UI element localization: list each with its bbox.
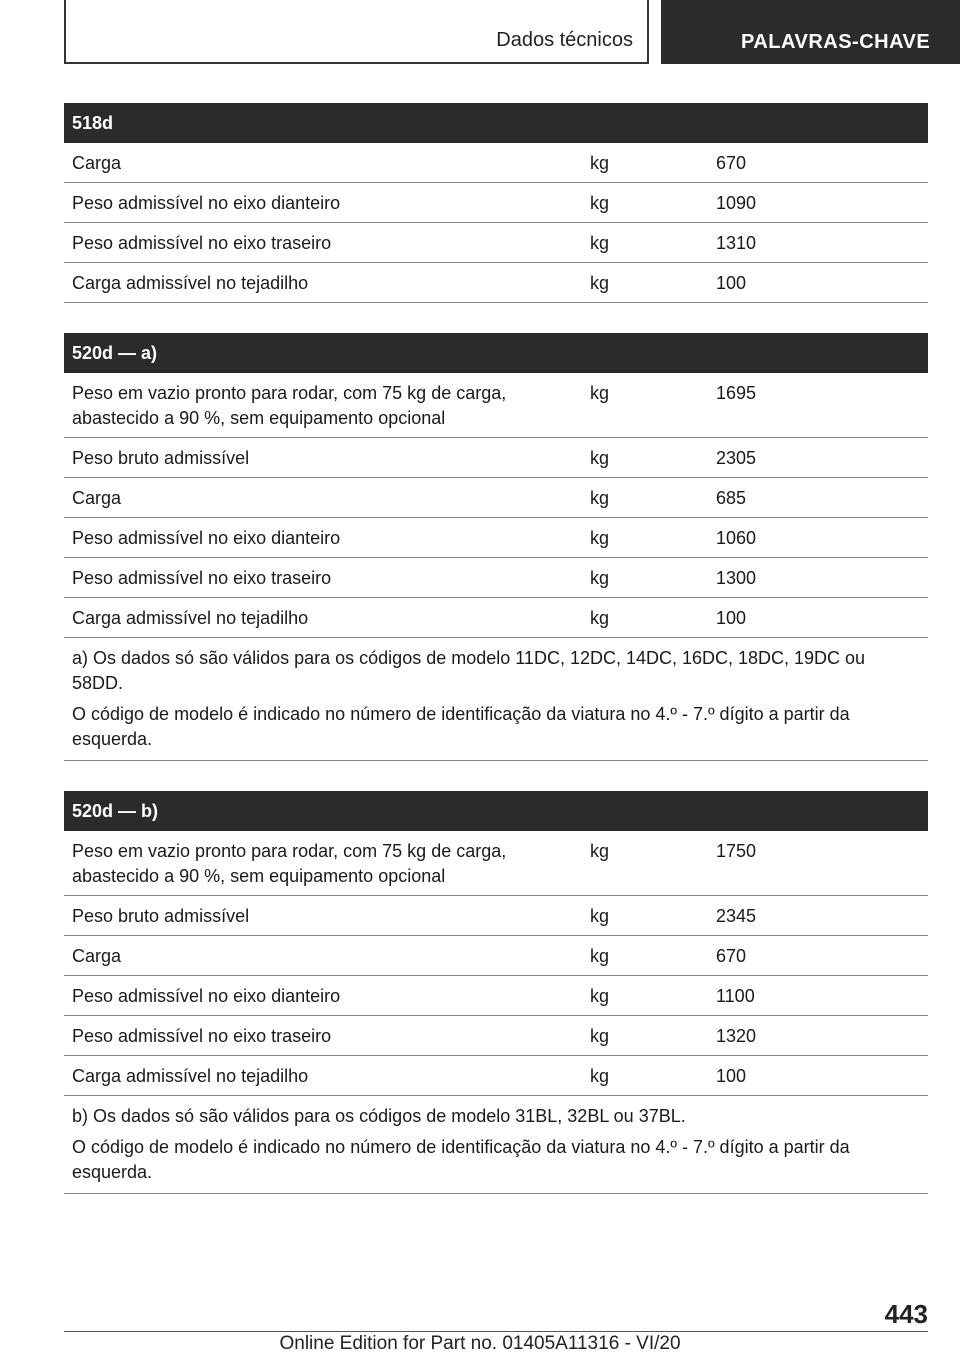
row-unit: kg [590,946,610,966]
row-value: 670 [716,153,747,173]
row-label: Carga admissível no tejadilho [72,1066,309,1086]
row-label: Carga admissível no tejadilho [72,273,309,293]
row-label: Peso admissível no eixo dianteiro [72,193,341,213]
header-keyword-tab[interactable] [661,0,960,64]
table-row [64,558,928,598]
page-number: 443 [884,1299,928,1329]
table-row [64,518,928,558]
row-label: Carga admissível no tejadilho [72,608,309,628]
row-label: Peso admissível no eixo dianteiro [72,528,341,548]
table-row [64,373,928,438]
row-label: Peso admissível no eixo dianteiro [72,986,341,1006]
table-row [64,896,928,936]
row-unit: kg [590,608,610,628]
header-section-tab [64,0,649,64]
row-value: 100 [716,1066,747,1086]
row-unit: kg [590,528,610,548]
spec-table [64,103,928,303]
table-footnotes [64,638,928,761]
row-unit: kg [590,383,610,403]
row-value: 1750 [716,841,757,861]
footer-edition: Online Edition for Part no. 01405A11316 - VI/20 [279,1333,681,1354]
footnote: b) Os dados só são válidos para os códigos de modelo 31BL, 32BL ou 37BL. [72,1106,686,1126]
row-unit: kg [590,153,610,173]
row-label: Peso admissível no eixo traseiro [72,568,332,588]
table-row [64,478,928,518]
table-row [64,1056,928,1096]
row-unit: kg [590,568,610,588]
row-value: 1100 [716,986,755,1006]
row-unit: kg [590,1066,610,1086]
row-value: 685 [716,488,747,508]
spec-table [64,791,928,1194]
row-unit: kg [590,906,610,926]
row-value: 1695 [716,383,757,403]
footnote: O código de modelo é indicado no número de identificação da viatura no 4.º - 7.º dígito a partir da esquerda. [72,704,850,749]
row-label: Peso bruto admissível [72,448,250,468]
row-unit: kg [590,448,610,468]
row-unit: kg [590,986,610,1006]
row-unit: kg [590,1026,610,1046]
table-title: 520d — a) [64,333,928,373]
table-row [64,223,928,263]
table-row [64,831,928,896]
table-row [64,263,928,303]
row-value: 1060 [716,528,757,548]
row-value: 670 [716,946,747,966]
table-row [64,143,928,183]
row-unit: kg [590,193,610,213]
row-value: 100 [716,273,747,293]
row-label: Peso em vazio pronto para rodar, com 75 kg de carga, abastecido a 90 %, sem equipamento opcional [72,383,507,428]
row-label: Carga [72,153,122,173]
table-title: 518d [64,103,928,143]
table-row [64,976,928,1016]
row-unit: kg [590,273,610,293]
table-row [64,936,928,976]
section-title: Dados técnicos [496,29,633,51]
row-unit: kg [590,841,610,861]
keyword-label: PALAVRAS-CHAVE [741,31,931,53]
row-label: Carga [72,946,122,966]
main-content [64,103,928,1224]
row-label: Peso em vazio pronto para rodar, com 75 kg de carga, abastecido a 90 %, sem equipamento opcional [72,841,507,886]
table-row [64,438,928,478]
row-value: 1310 [716,233,757,253]
table-row [64,1016,928,1056]
row-unit: kg [590,233,610,253]
row-value: 2305 [716,448,757,468]
row-label: Carga [72,488,122,508]
row-unit: kg [590,488,610,508]
table-row [64,183,928,223]
spec-table [64,333,928,761]
row-value: 1090 [716,193,757,213]
footnote: a) Os dados só são válidos para os códigos de modelo 11DC, 12DC, 14DC, 16DC, 18DC, 19DC ou 58DD. [72,648,866,693]
row-value: 2345 [716,906,757,926]
row-value: 1300 [716,568,757,588]
row-value: 1320 [716,1026,757,1046]
footnote: O código de modelo é indicado no número de identificação da viatura no 4.º - 7.º dígito a partir da esquerda. [72,1137,850,1182]
row-label: Peso admissível no eixo traseiro [72,233,332,253]
row-label: Peso bruto admissível [72,906,250,926]
footer-divider [64,1331,928,1332]
row-value: 100 [716,608,747,628]
table-footnotes [64,1096,928,1194]
row-label: Peso admissível no eixo traseiro [72,1026,332,1046]
table-row [64,598,928,638]
table-title: 520d — b) [64,791,928,831]
